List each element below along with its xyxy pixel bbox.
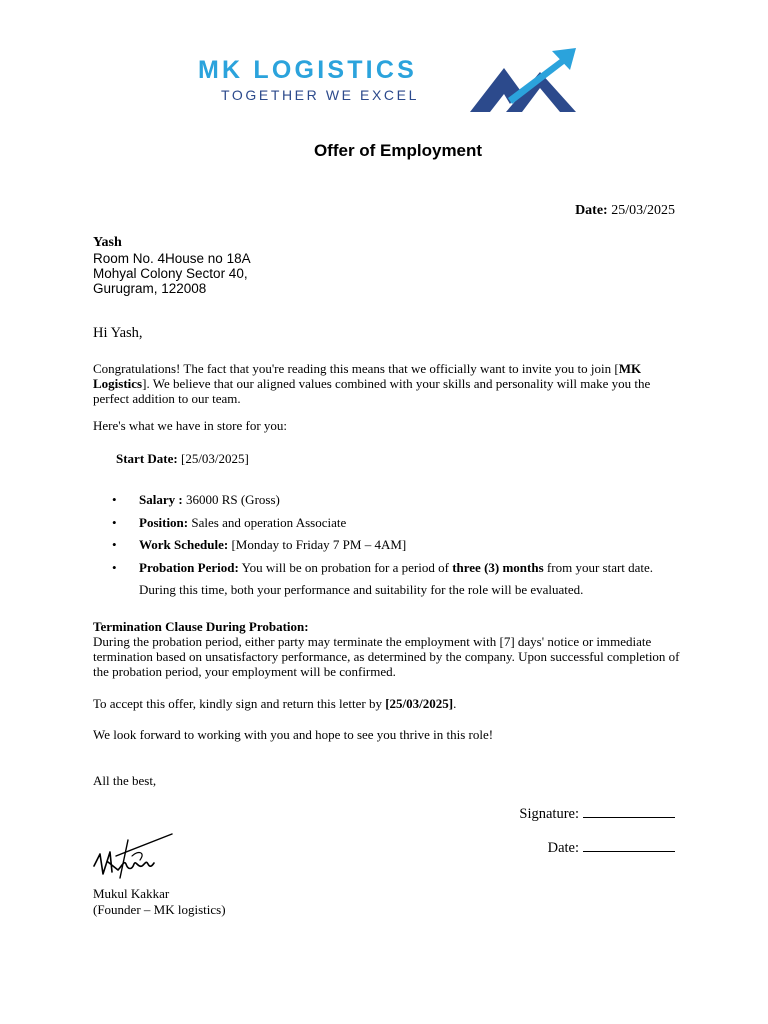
start-date [116, 451, 706, 466]
terms-list [112, 489, 682, 602]
termination-heading: Termination Clause During Probation: [93, 619, 309, 634]
termination-clause [93, 619, 683, 679]
address-line: Gurugram, 122008 [93, 281, 207, 296]
bullet-marker: • [112, 559, 117, 575]
term-value: 36000 RS (Gross) [185, 492, 280, 507]
signature-label: Signature: [519, 806, 579, 822]
date-value: 25/03/2025 [611, 203, 675, 218]
date-label: Date: [575, 203, 608, 218]
intro-paragraph [93, 361, 683, 406]
term-label: Work Schedule: [139, 537, 229, 552]
list-item [112, 534, 682, 557]
probation-duration: three (3) months [452, 559, 544, 575]
sign-off: All the best, [93, 773, 157, 788]
company-logo-tagline: TOGETHER WE EXCEL [221, 87, 419, 103]
bullet-marker: • [112, 492, 117, 507]
bullet-marker: • [112, 537, 117, 552]
signature-date-label: Date: [547, 840, 579, 856]
probation-text-start: You will be on probation for a period of [241, 559, 449, 575]
logo-mountain-arrow-icon [468, 48, 580, 114]
bullet-marker: • [112, 514, 117, 530]
accept-date: [25/03/2025] [385, 696, 454, 711]
signature-field [519, 805, 675, 823]
acceptance-line [93, 696, 683, 711]
closing-line: We look forward to working with you and hope to see you thrive in this role! [93, 727, 494, 742]
signer-block [93, 886, 226, 918]
signature-date-field [548, 839, 675, 857]
signature-blank [583, 805, 675, 818]
recipient-address [93, 235, 251, 296]
address-line: Mohyal Colony Sector 40, [93, 266, 248, 281]
recipient-name: Yash [93, 235, 122, 250]
probation-text-end: from your start date. During this time, both your performance and suitability for the role will be evaluated. [139, 559, 654, 597]
list-item-probation [112, 557, 682, 602]
term-value: Sales and operation Associate [191, 514, 347, 530]
handwritten-signature-icon [90, 830, 180, 888]
signer-name: Mukul Kakkar [93, 886, 170, 901]
signature-date-blank [583, 839, 675, 852]
intro-company: MK Logistics [93, 361, 642, 391]
termination-text: During the probation period, either party may terminate the employment with [7] days' notice or immediate termination based on unsatisfactory performance, as determined by the company. Upon successful completion of the probation period, your employment will be confirmed. [93, 634, 680, 679]
store-intro: Here's what we have in store for you: [93, 418, 288, 433]
company-logo-name: MK LOGISTICS [198, 56, 417, 84]
term-value: [Monday to Friday 7 PM – 4AM] [231, 537, 407, 552]
term-label: Position: [139, 514, 189, 530]
intro-text-start: Congratulations! The fact that you're reading this means that we officially want to invite you to join [ [93, 361, 619, 376]
list-item [112, 512, 682, 535]
address-line: Room No. 4House no 18A [93, 251, 251, 266]
probation-label: Probation Period: [139, 559, 239, 575]
start-date-value: [25/03/2025] [180, 451, 249, 466]
letter-date [575, 203, 675, 219]
greeting: Hi Yash, [93, 325, 143, 341]
accept-text: To accept this offer, kindly sign and return this letter by [93, 696, 382, 711]
signer-title: (Founder – MK logistics) [93, 902, 226, 917]
list-item [112, 489, 682, 512]
page-title: Offer of Employment [313, 141, 483, 160]
term-label: Salary : [139, 492, 183, 507]
accept-end: . [453, 696, 457, 711]
start-date-label: Start Date: [116, 451, 178, 466]
intro-text-end: ]. We believe that our aligned values combined with your skills and personality will make you the perfect addition to our team. [93, 376, 651, 406]
